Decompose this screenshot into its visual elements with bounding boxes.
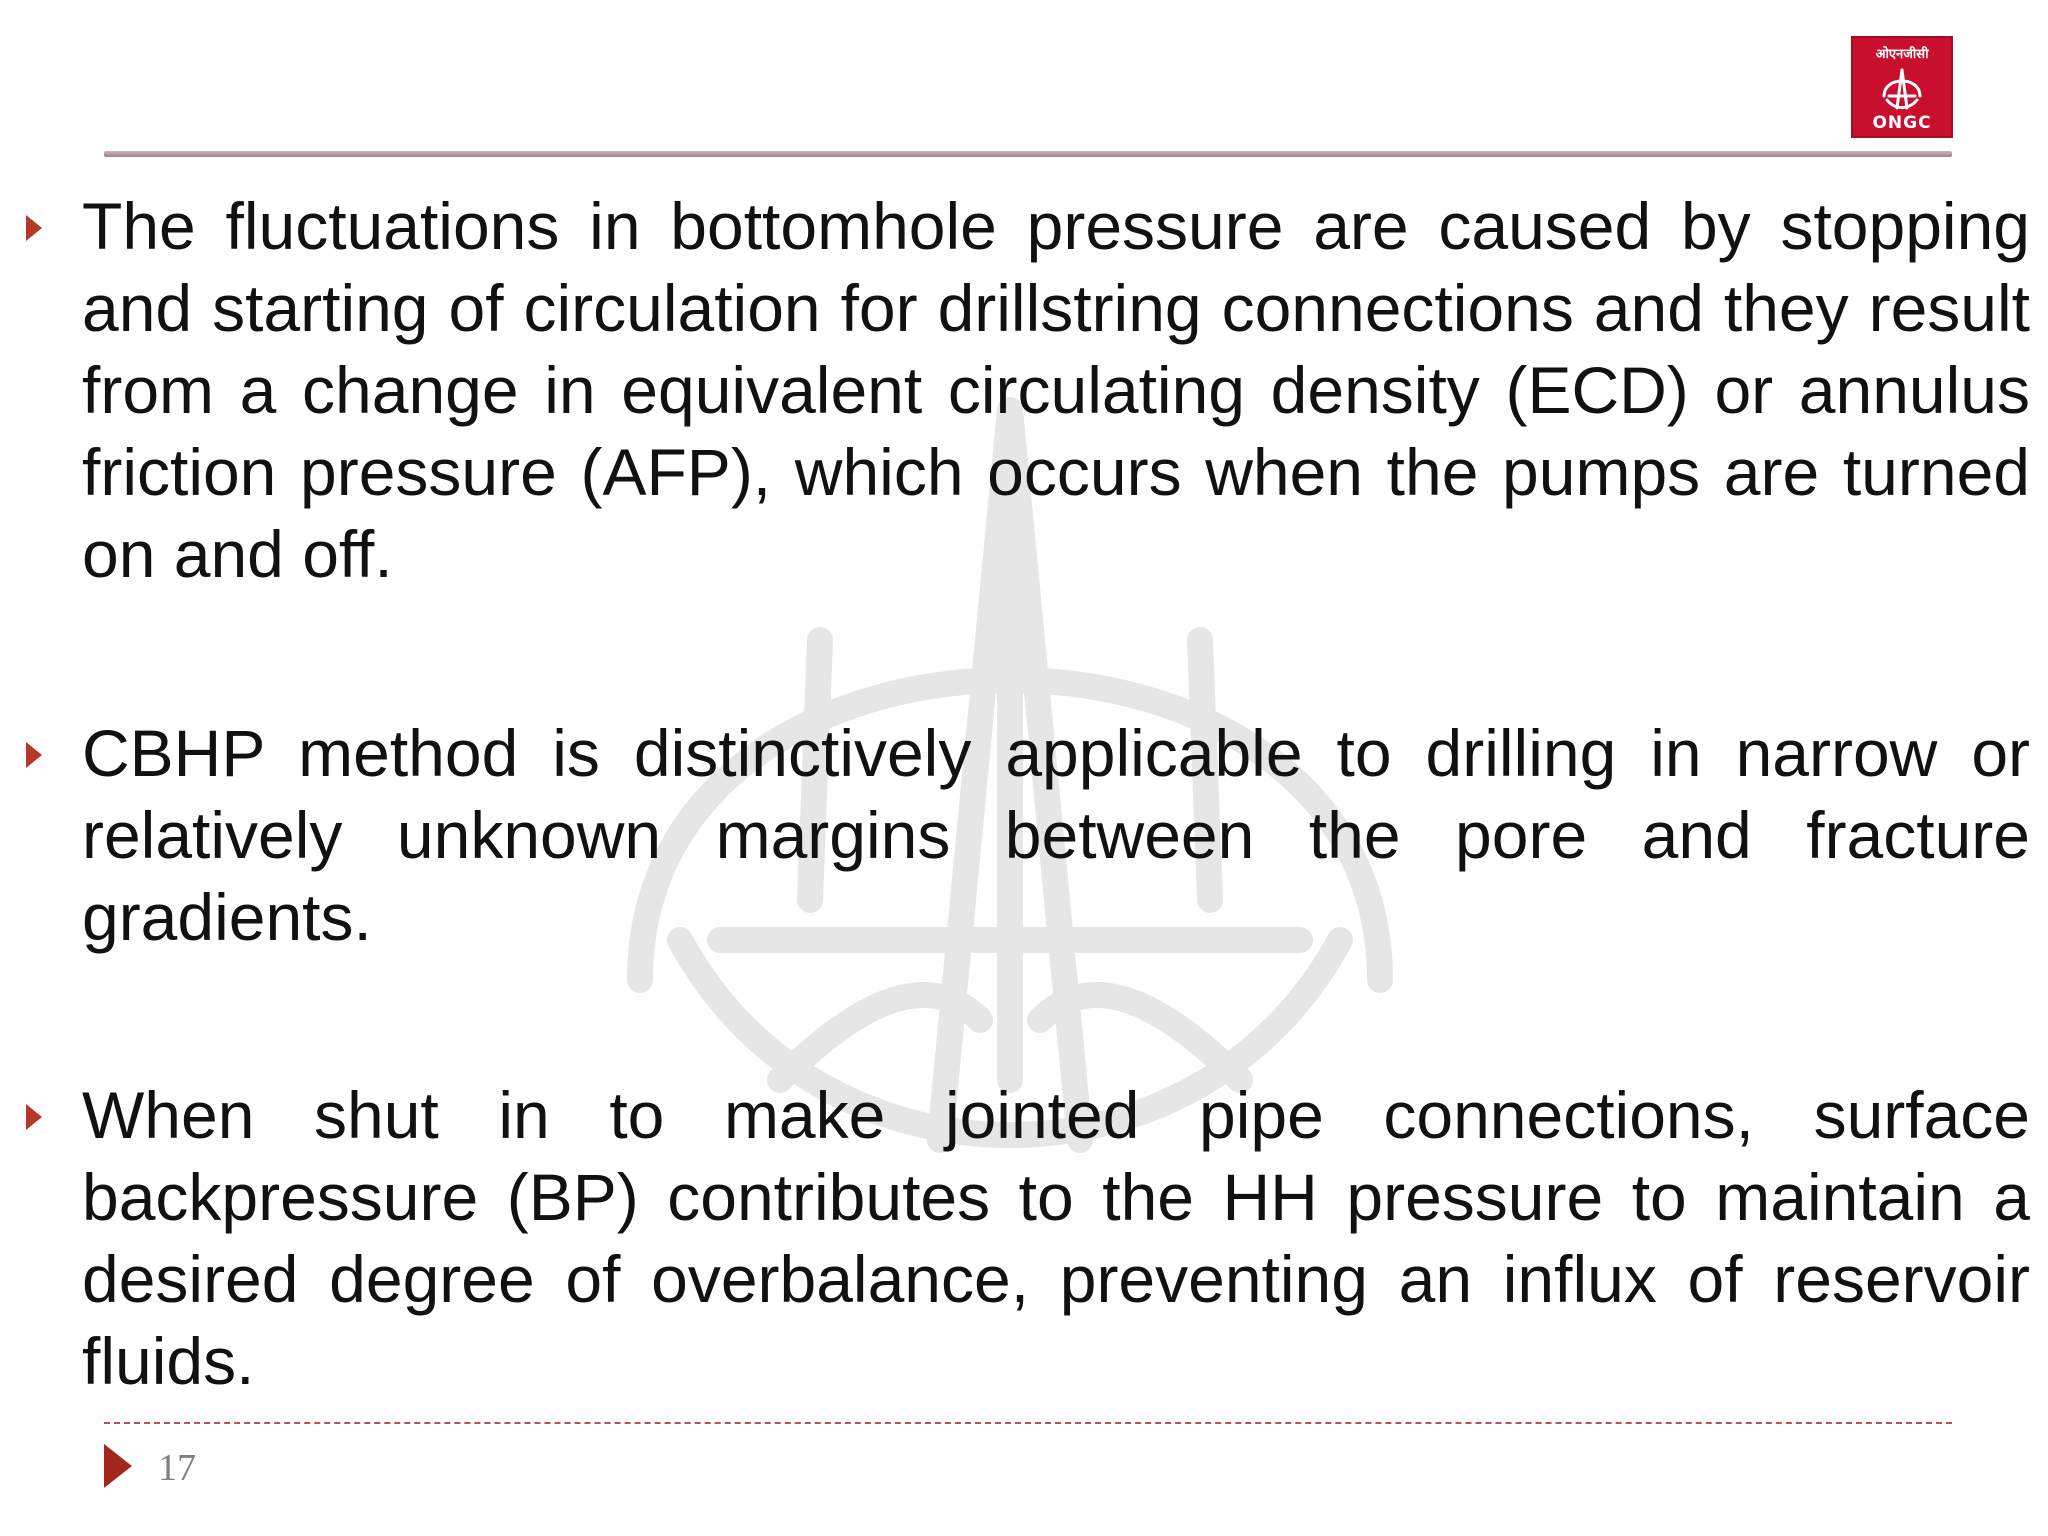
ongc-emblem-icon bbox=[1853, 38, 1951, 136]
ongc-logo bbox=[1851, 36, 1953, 138]
header-divider bbox=[104, 151, 1952, 157]
bullet-text: The fluctuations in bottomhole pressure are caused by stopping and starting of circulation for drillstring connections and they result from a change in equivalent circulating density (ECD) or annulus friction pressure (AFP), which occurs when the pumps are turned on and off. bbox=[82, 189, 2030, 591]
svg-text:ओएनजीसी: ओएनजीसी bbox=[1875, 47, 1929, 62]
bullet-arrow-icon bbox=[26, 742, 42, 768]
bullet-text: When shut in to make jointed pipe connections, surface backpressure (BP) contributes to the HH pressure to maintain a desired degree of overbalance, preventing an influx of reservoir fluids. bbox=[82, 1078, 2030, 1398]
page-number: 17 bbox=[158, 1447, 196, 1489]
bullet-arrow-icon bbox=[26, 215, 42, 241]
footer-arrow-icon bbox=[104, 1444, 132, 1488]
footer-divider bbox=[104, 1422, 1952, 1424]
bullet-text: CBHP method is distinctively applicable to drilling in narrow or relatively unknown margins between the pore and fracture gradients. bbox=[82, 716, 2030, 954]
bullet-arrow-icon bbox=[26, 1104, 42, 1130]
svg-text:ONGC: ONGC bbox=[1872, 113, 1932, 133]
